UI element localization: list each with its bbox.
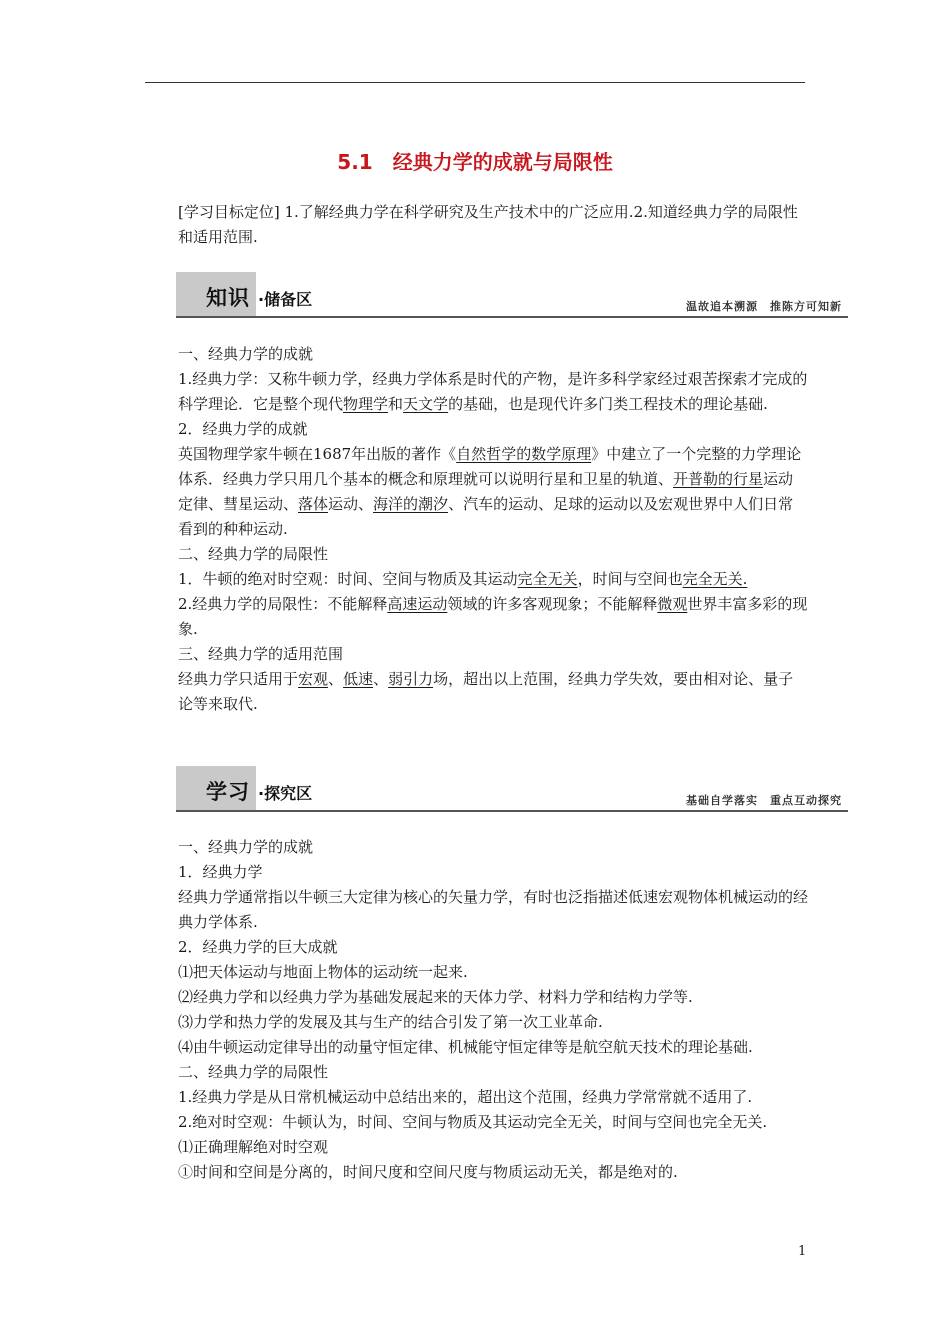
text-line: ⑷由牛顿运动定律导出的动量守恒定律、机械能守恒定律等是航空航天技术的理论基础. <box>178 1038 753 1056</box>
underlined-term: 弱引力 <box>388 670 434 688</box>
study-section-header <box>176 766 848 812</box>
text-line: ⑴正确理解绝对时空观 <box>178 1138 329 1156</box>
learning-goals <box>178 200 808 250</box>
goals-text: 1.了解经典力学在科学研究及生产技术中的广泛应用.2.知道经典力学的局限性和适用范围. <box>178 203 798 246</box>
header-tagline: 温故追本溯源 推陈方可知新 <box>686 300 842 313</box>
underlined-term: 微观 <box>657 595 688 613</box>
header-tagline: 基础自学落实 重点互动探究 <box>686 794 842 807</box>
header-main: 学习 <box>206 780 250 804</box>
section-heading: 二、经典力学的局限性 <box>178 545 329 563</box>
text-line: 一、经典力学的成就 <box>178 838 314 856</box>
header-underline <box>176 316 848 318</box>
header-underline <box>176 810 848 812</box>
text-line: ⑶力学和热力学的发展及其与生产的结合引发了第一次工业革命. <box>178 1013 603 1031</box>
goals-label: [学习目标定位] <box>178 203 280 221</box>
underlined-term: 完全无关. <box>682 570 748 588</box>
knowledge-section-header <box>176 272 848 318</box>
text-line: 2．经典力学的巨大成就 <box>178 938 338 956</box>
study-content <box>178 835 808 1185</box>
underlined-term: 物理学 <box>343 395 389 413</box>
text-line: 1.经典力学是从日常机械运动中总结出来的，超出这个范围，经典力学常常就不适用了. <box>178 1088 753 1106</box>
underlined-term: 海洋的潮汐 <box>373 495 449 513</box>
underlined-term: 完全无关 <box>517 570 578 588</box>
text-line: ①时间和空间是分离的，时间尺度和空间尺度与物质运动无关，都是绝对的. <box>178 1163 678 1181</box>
page-title: 5.1 经典力学的成就与局限性 <box>337 150 613 174</box>
text-line: 二、经典力学的局限性 <box>178 1063 329 1081</box>
header-sub: ·探究区 <box>258 784 313 803</box>
page-number: 1 <box>798 1244 807 1259</box>
header-rule <box>145 82 805 83</box>
text-line: ⑴把天体运动与地面上物体的运动统一起来. <box>178 963 468 981</box>
section-heading: 一、经典力学的成就 <box>178 345 314 363</box>
paragraph: 1.经典力学：又称牛顿力学，经典力学体系是时代的产物，是许多科学家经过艰苦探索才完成的科学理论．它是整个现代物理学和天文学的基础，也是现代许多门类工程技术的理论基础. <box>178 370 808 413</box>
text-line: 经典力学通常指以牛顿三大定律为核心的矢量力学，有时也泛指描述低速宏观物体机械运动的经典力学体系. <box>178 888 809 931</box>
paragraph: 英国物理学家牛顿在1687年出版的著作《自然哲学的数学原理》中建立了一个完整的力学理论体系．经典力学只用几个基本的概念和原理就可以说明行星和卫星的轨道、开普勒的行星运动定律、彗星运动、落体运动、海洋的潮汐、汽车的运动、足球的运动以及宏观世界中人们日常看到的种种运动. <box>178 445 802 538</box>
underlined-term: 开普勒的行星 <box>673 470 764 488</box>
knowledge-content <box>178 342 808 717</box>
underlined-term: 宏观 <box>298 670 329 688</box>
paragraph: 经典力学只适用于宏观、低速、弱引力场，超出以上范围，经典力学失效，要由相对论、量子论等来取代. <box>178 670 794 713</box>
paragraph: 2.经典力学的局限性：不能解释高速运动领域的许多客观现象；不能解释微观世界丰富多彩的现象. <box>178 595 808 638</box>
header-main: 知识 <box>206 286 250 310</box>
section-heading: 三、经典力学的适用范围 <box>178 645 344 663</box>
underlined-term: 低速 <box>343 670 374 688</box>
sub-heading: 2．经典力学的成就 <box>178 420 308 438</box>
text-line: ⑵经典力学和以经典力学为基础发展起来的天体力学、材料力学和结构力学等. <box>178 988 693 1006</box>
text-line: 2.绝对时空观：牛顿认为，时间、空间与物质及其运动完全无关，时间与空间也完全无关. <box>178 1113 768 1131</box>
underlined-term: 自然哲学的数学原理 <box>456 445 592 463</box>
underlined-term: 高速运动 <box>387 595 448 613</box>
text-line: 1．经典力学 <box>178 863 263 881</box>
paragraph: 1．牛顿的绝对时空观：时间、空间与物质及其运动完全无关，时间与空间也完全无关. <box>178 570 748 588</box>
header-sub: ·储备区 <box>258 290 313 309</box>
underlined-term: 落体 <box>298 495 329 513</box>
underlined-term: 天文学 <box>403 395 449 413</box>
